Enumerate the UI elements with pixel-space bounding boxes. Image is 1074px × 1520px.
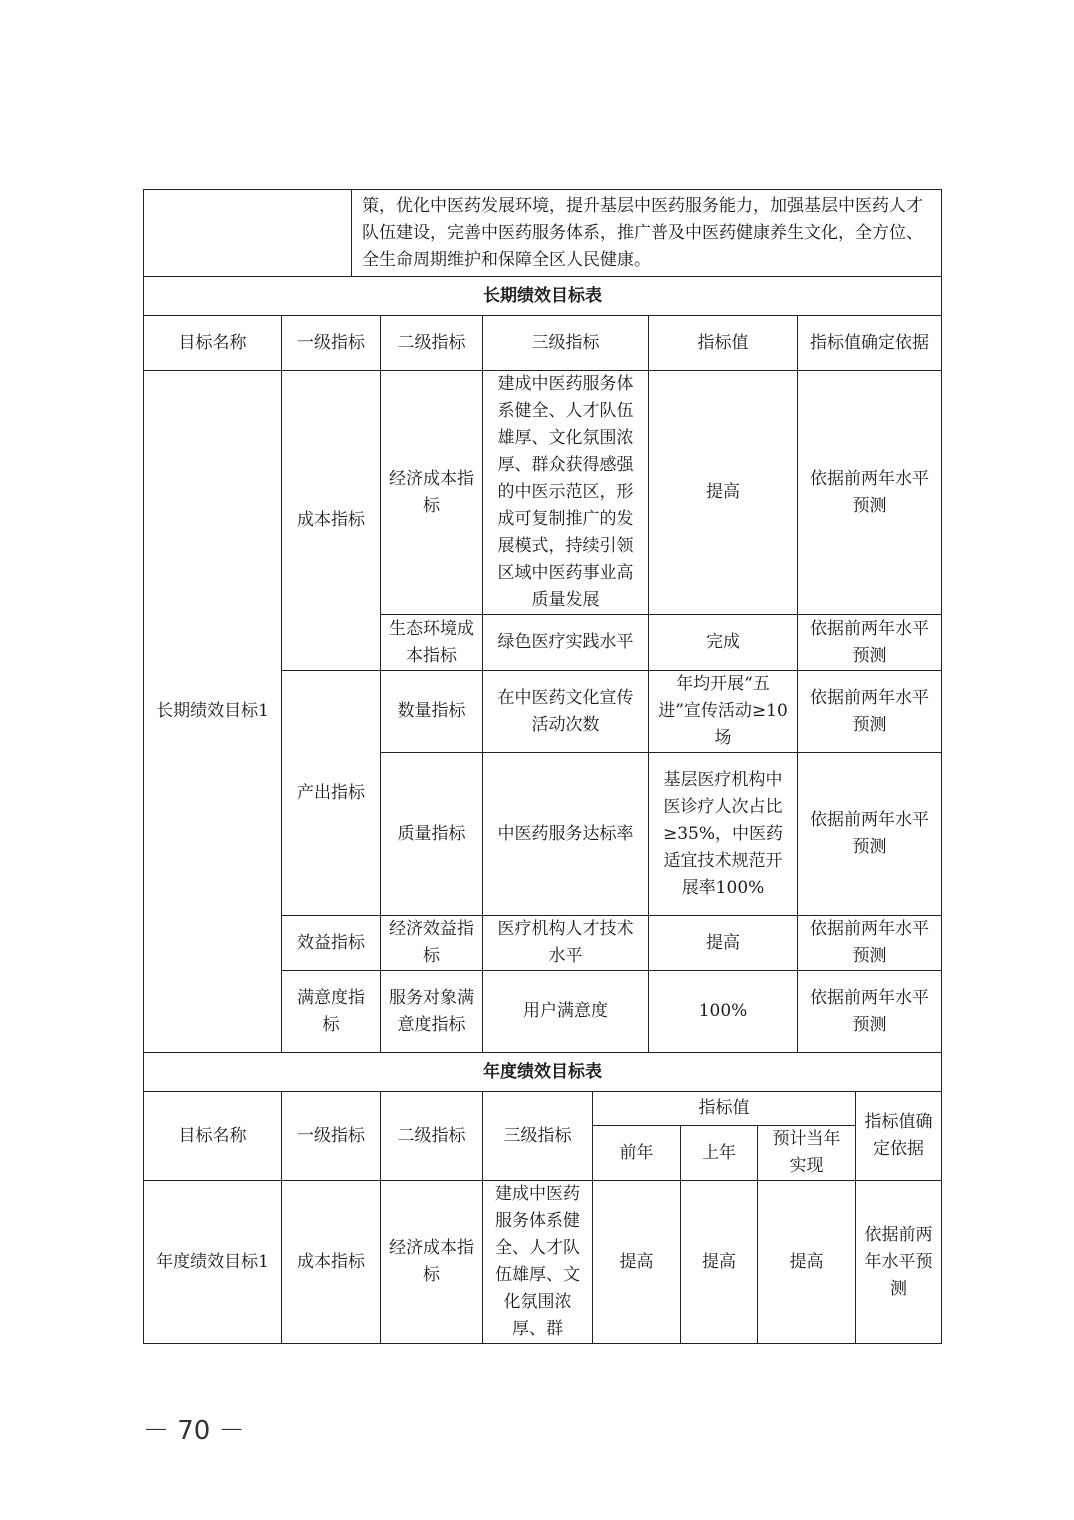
intro-text: 策，优化中医药发展环境，提升基层中医药服务能力，加强基层中医药人才队伍建设，完善中医药服务体系，推广普及中医药健康养生文化，全方位、全生命周期维护和保障全区人民健康。 xyxy=(352,190,942,277)
an-header-l1: 一级指标 xyxy=(282,1092,381,1181)
annual-table xyxy=(143,1052,942,1344)
an-header-basis: 指标值确定依据 xyxy=(856,1092,942,1181)
an-header-name: 目标名称 xyxy=(144,1092,282,1181)
lt-header-l2: 二级指标 xyxy=(381,316,483,371)
lt-row-l3: 绿色医疗实践水平 xyxy=(483,615,649,671)
an-header-l3: 三级指标 xyxy=(483,1092,593,1181)
lt-row-l3: 用户满意度 xyxy=(483,971,649,1053)
lt-header-l1: 一级指标 xyxy=(282,316,381,371)
lt-row-l2: 服务对象满意度指标 xyxy=(381,971,483,1053)
intro-table xyxy=(143,189,942,277)
lt-row-basis: 依据前两年水平预测 xyxy=(798,753,942,916)
lt-header-basis: 指标值确定依据 xyxy=(798,316,942,371)
lt-row-l2: 生态环境成本指标 xyxy=(381,615,483,671)
an-row-name: 年度绩效目标1 xyxy=(144,1181,282,1344)
lt-header-l3: 三级指标 xyxy=(483,316,649,371)
an-row-l1: 成本指标 xyxy=(282,1181,381,1344)
long-term-table xyxy=(143,276,942,1053)
lt-row-l2: 质量指标 xyxy=(381,753,483,916)
lt-row-value: 100% xyxy=(649,971,798,1053)
lt-row-value: 基层医疗机构中医诊疗人次占比≥35%，中医药适宜技术规范开展率100% xyxy=(649,753,798,916)
lt-row-l3: 中医药服务达标率 xyxy=(483,753,649,916)
lt-group-benefit: 效益指标 xyxy=(282,916,381,971)
lt-goal-name: 长期绩效目标1 xyxy=(144,371,282,1053)
lt-row-value: 提高 xyxy=(649,371,798,615)
an-row-basis: 依据前两年水平预测 xyxy=(856,1181,942,1344)
lt-row-l3: 在中医药文化宣传活动次数 xyxy=(483,671,649,753)
page-number: － 70 － xyxy=(143,1416,245,1446)
lt-row-basis: 依据前两年水平预测 xyxy=(798,615,942,671)
lt-row-l3: 建成中医药服务体系健全、人才队伍雄厚、文化氛围浓厚、群众获得感强的中医示范区，形成可复制推广的发展模式，持续引领区域中医药事业高质量发展 xyxy=(483,371,649,615)
lt-row-basis: 依据前两年水平预测 xyxy=(798,916,942,971)
long-term-title: 长期绩效目标表 xyxy=(144,277,942,316)
lt-row-l3: 医疗机构人才技术水平 xyxy=(483,916,649,971)
an-row-expected: 提高 xyxy=(758,1181,856,1344)
an-header-l2: 二级指标 xyxy=(381,1092,483,1181)
intro-blank-cell xyxy=(144,190,352,277)
an-header-expected: 预计当年实现 xyxy=(758,1126,856,1181)
lt-row-basis: 依据前两年水平预测 xyxy=(798,371,942,615)
an-header-prev: 前年 xyxy=(593,1126,681,1181)
lt-group-output: 产出指标 xyxy=(282,671,381,916)
lt-group-cost: 成本指标 xyxy=(282,371,381,671)
an-row-l3: 建成中医药服务体系健全、人才队伍雄厚、文化氛围浓厚、群 xyxy=(483,1181,593,1344)
lt-row-basis: 依据前两年水平预测 xyxy=(798,671,942,753)
performance-table-sheet xyxy=(143,189,941,1344)
annual-title: 年度绩效目标表 xyxy=(144,1053,942,1092)
lt-row-value: 年均开展“五进”宣传活动≥10场 xyxy=(649,671,798,753)
lt-row-l2: 数量指标 xyxy=(381,671,483,753)
lt-row-value: 提高 xyxy=(649,916,798,971)
lt-row-value: 完成 xyxy=(649,615,798,671)
lt-row-l2: 经济成本指标 xyxy=(381,371,483,615)
an-header-value: 指标值 xyxy=(593,1092,856,1126)
lt-row-l2: 经济效益指标 xyxy=(381,916,483,971)
lt-group-satisfaction: 满意度指标 xyxy=(282,971,381,1053)
lt-header-name: 目标名称 xyxy=(144,316,282,371)
lt-row-basis: 依据前两年水平预测 xyxy=(798,971,942,1053)
lt-header-value: 指标值 xyxy=(649,316,798,371)
an-row-prev: 提高 xyxy=(593,1181,681,1344)
an-header-last: 上年 xyxy=(681,1126,758,1181)
an-row-last: 提高 xyxy=(681,1181,758,1344)
an-row-l2: 经济成本指标 xyxy=(381,1181,483,1344)
